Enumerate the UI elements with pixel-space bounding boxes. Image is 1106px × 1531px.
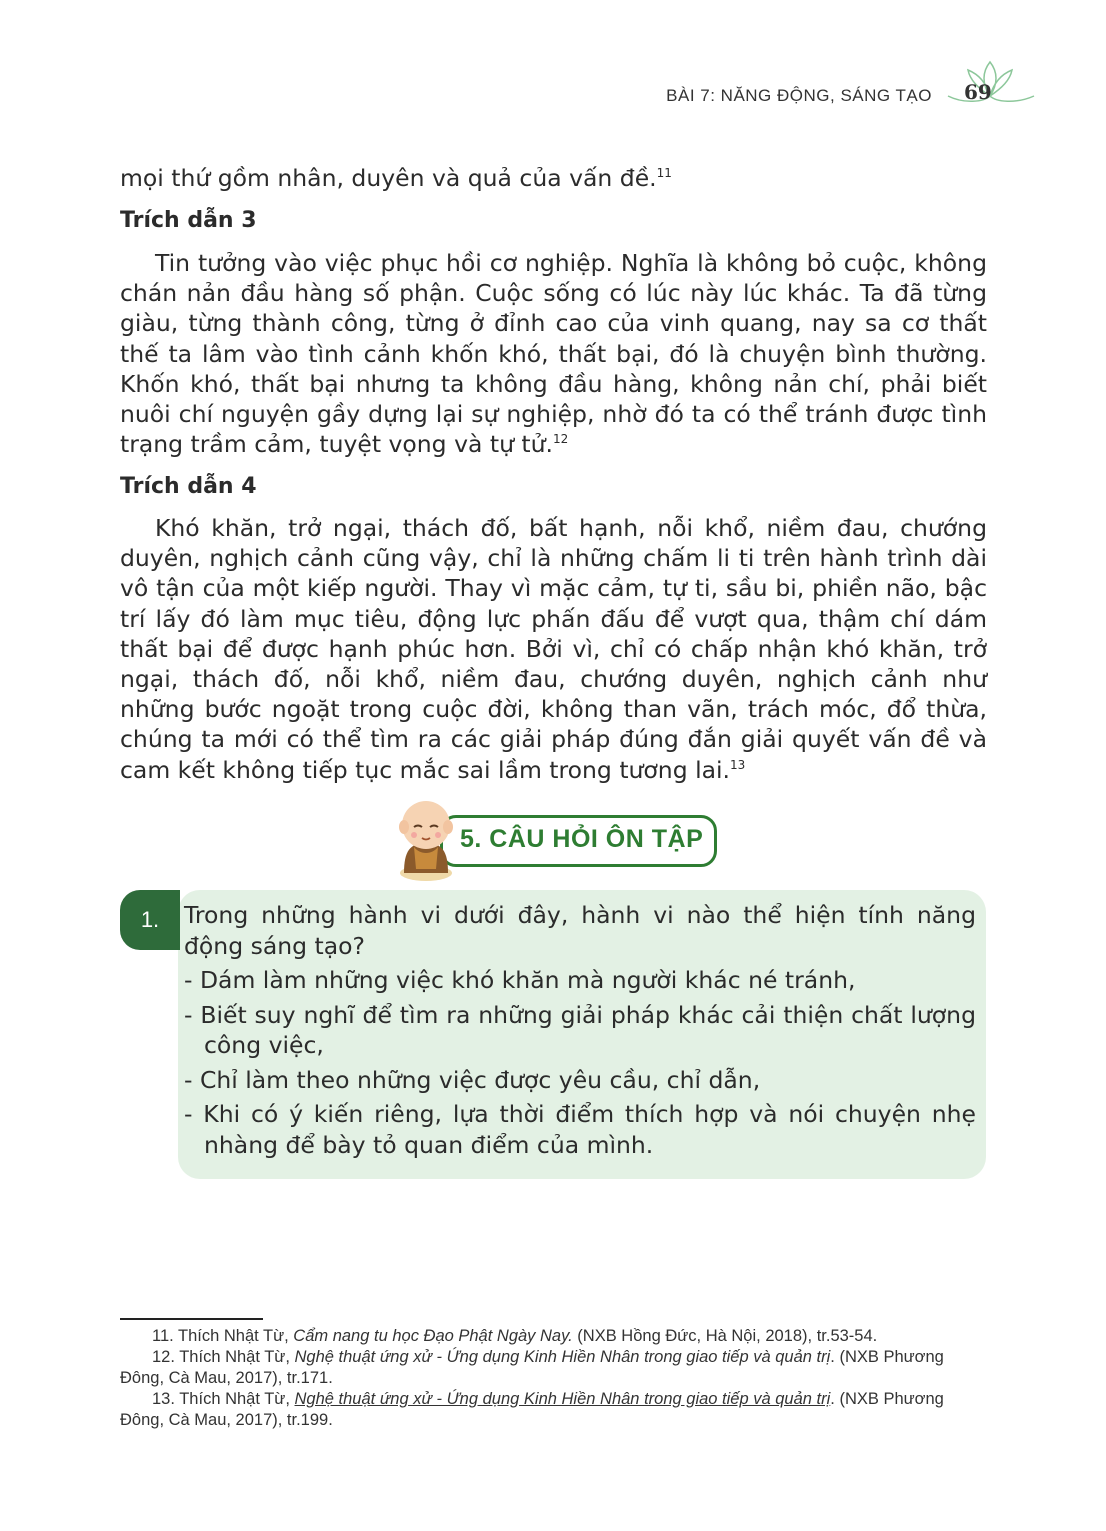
quote4-paragraph: Khó khăn, trở ngại, thách đố, bất hạnh, nỗi khổ, niềm đau, chướng duyên, nghịch cảnh cũng vậy, chỉ là những chấm li ti trên hành trình dài vô tận của một kiếp người. Thay vì mặc cảm, tự ti, sầu bi, phiền não, bậc trí lấy đó làm mục tiêu, động lực phấn đấu để vượt qua, thậm chí dám thất bại để được hạnh phúc hơn. Bởi vì, chỉ có chấp nhận khó khăn, trở ngại, thách đố, nỗi khổ, niềm đau, chướng duyên, nghịch cảnh như những bước ngoặt trong cuộc đời, không than vãn, trách móc, đổ thừa, chúng ta mới có thể tìm ra các giải pháp đúng đắn giải quyết vấn đề và cam kết không tiếp tục mắc sai lầm trong tương lai.$^{13}$	[120, 514, 987, 784]
footnote-ref: 12	[553, 432, 569, 447]
quote3-paragraph: Tin tưởng vào việc phục hồi cơ nghiệp. Nghĩa là không bỏ cuộc, không chán nản đầu hàng số phận. Cuộc sống có lúc này lúc khác. Ta đã từng giàu, từng thành công, từng ở đỉnh cao của vinh quang, nay sa cơ thất thế ta lâm vào tình cảnh khốn khó, thất bại, đó là chuyện bình thường. Khốn khó, thất bại nhưng ta không đầu hàng, không nản chí, phải biết nuôi chí nguyện gầy dựng lại sự nghiệp, nhờ đó ta có thể tránh được tình trạng trầm cảm, tuyệt vọng và tự tử.$^{12}$	[120, 249, 987, 459]
footnote-divider	[120, 1318, 263, 1320]
intro-line: mọi thứ gồm nhân, duyên và quả của vấn đề.$^{11}$	[120, 164, 672, 192]
footnotes	[120, 1326, 988, 1431]
page-number: 69	[964, 80, 992, 104]
section-title: 5. CÂU HỎI ÔN TẬP	[460, 825, 704, 853]
quote3-heading: Trích dẫn 3	[120, 208, 257, 233]
footnote-11: 11. Thích Nhật Từ, Cẩm nang tu học Đạo Phật Ngày Nay. (NXB Hồng Đức, Hà Nội, 2018), tr.53-54.	[152, 1327, 878, 1345]
answer-option: - Khi có ý kiến riêng, lựa thời điểm thích hợp và nói chuyện nhẹ nhàng để bày tỏ quan điểm của mình.	[184, 1100, 976, 1159]
question-prompt: Trong những hành vi dưới đây, hành vi nào thể hiện tính năng động sáng tạo?	[184, 901, 976, 960]
quote4-heading: Trích dẫn 4	[120, 474, 257, 499]
chapter-title: BÀI 7: NĂNG ĐỘNG, SÁNG TẠO	[666, 86, 932, 105]
page-header	[666, 78, 1036, 114]
footnote-12: 12. Thích Nhật Từ, Nghệ thuật ứng xử - Ứng dụng Kinh Hiền Nhân trong giao tiếp và quản trị. (NXB Phương Đông, Cà Mau, 2017), tr.171.	[120, 1348, 944, 1387]
page-number-badge	[944, 74, 1036, 118]
answer-option: - Dám làm những việc khó khăn mà người khác né tránh,	[184, 966, 856, 994]
section-banner	[392, 795, 722, 885]
answer-option: - Chỉ làm theo những việc được yêu cầu, chỉ dẫn,	[184, 1065, 761, 1094]
footnote-ref: 11	[656, 166, 672, 181]
footnote-ref: 13	[730, 757, 746, 772]
footnote-13: 13. Thích Nhật Từ, Nghệ thuật ứng xử - Ứng dụng Kinh Hiền Nhân trong giao tiếp và quản trị. (NXB Phương Đông, Cà Mau, 2017), tr.199.	[120, 1390, 944, 1429]
question-content	[184, 900, 976, 1160]
answer-option: - Biết suy nghĩ để tìm ra những giải pháp khác cải thiện chất lượng công việc,	[184, 1000, 976, 1059]
question-number: 1.	[120, 890, 180, 950]
